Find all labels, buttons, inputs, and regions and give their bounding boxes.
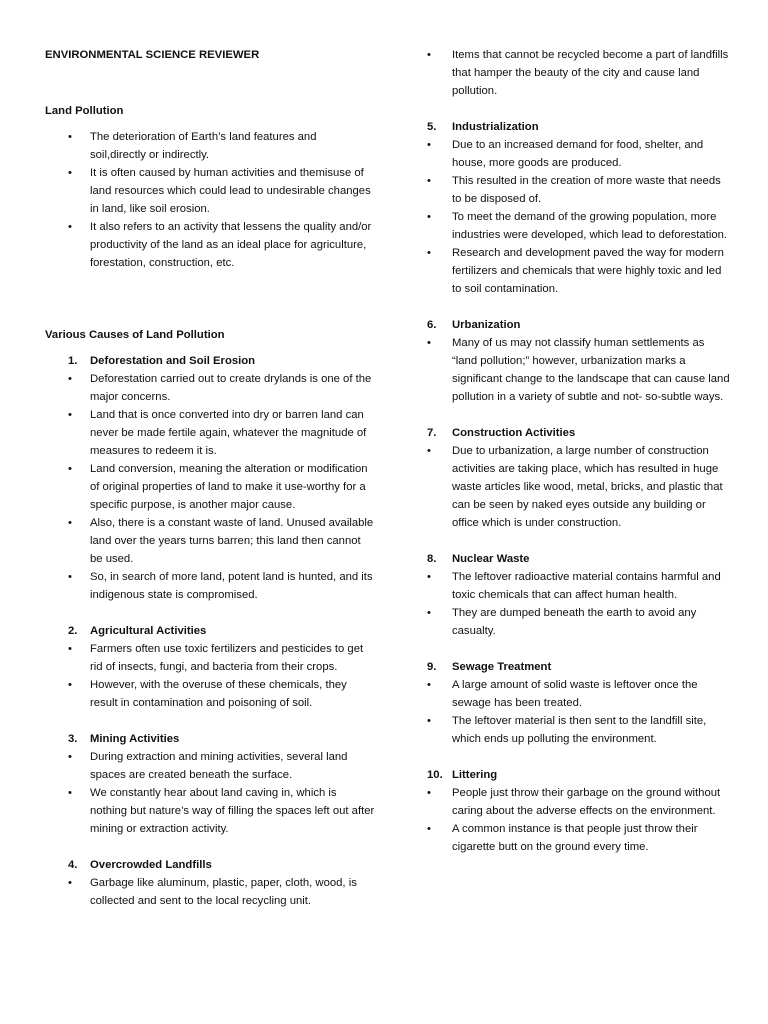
cause-list (425, 136, 730, 298)
cause-list (425, 568, 730, 640)
bullet-icon: • (68, 167, 72, 179)
bullet-icon: • (68, 751, 72, 763)
list-item: • They are dumped beneath the earth to avoid any casualty. (425, 604, 730, 640)
bullet-icon: • (427, 337, 431, 349)
cause-title: 7. Construction Activities (425, 424, 730, 442)
bullet-icon: • (427, 49, 431, 61)
land-pollution-section (45, 102, 375, 272)
bullet-icon: • (427, 139, 431, 151)
cause-item-9 (425, 658, 730, 748)
cause-list (45, 370, 375, 604)
bullet-icon: • (427, 175, 431, 187)
bullet-icon: • (68, 517, 72, 529)
bullet-icon: • (68, 643, 72, 655)
list-item: • Research and development paved the way for modern fertilizers and chemicals that were highly toxic and led to soil contamination. (425, 244, 730, 298)
cause-number: 4. (68, 859, 78, 871)
cause-number: 6. (427, 319, 437, 331)
bullet-icon: • (427, 607, 431, 619)
cause-title: 2. Agricultural Activities (45, 622, 375, 640)
cause-number: 10. (427, 769, 443, 781)
cause-title: 4. Overcrowded Landfills (45, 856, 375, 874)
cause-list (425, 334, 730, 406)
document-title: ENVIRONMENTAL SCIENCE REVIEWER (45, 49, 260, 61)
cause-number: 8. (427, 553, 437, 565)
cause-item-4 (45, 856, 375, 910)
list-item: • Due to an increased demand for food, shelter, and house, more goods are produced. (425, 136, 730, 172)
list-item: • So, in search of more land, potent land is hunted, and its indigenous state is compromised. (45, 568, 375, 604)
list-item: • Many of us may not classify human settlements as “land pollution;” however, urbanization marks a significant change to the landscape that can cause land pollution in a variety of subtle and not- so-subtle ways. (425, 334, 730, 406)
cause-item-5 (425, 118, 730, 298)
cause-list (425, 442, 730, 532)
bullet-icon: • (68, 571, 72, 583)
list-item: • During extraction and mining activities, several land spaces are created beneath the surface. (45, 748, 375, 784)
bullet-icon: • (427, 247, 431, 259)
cause-item-1 (45, 352, 375, 604)
bullet-icon: • (68, 463, 72, 475)
list-item: • The leftover material is then sent to the landfill site, which ends up polluting the environment. (425, 712, 730, 748)
cause-title: 10. Littering (425, 766, 730, 784)
cause-list (425, 676, 730, 748)
list-item: • We constantly hear about land caving in, which is nothing but nature’s way of filling the spaces left out after mining or extraction activity. (45, 784, 375, 838)
cause-number: 1. (68, 355, 78, 367)
list-item: • However, with the overuse of these chemicals, they result in contamination and poisoning of soil. (45, 676, 375, 712)
cause-number: 7. (427, 427, 437, 439)
list-item: • It is often caused by human activities and themisuse of land resources which could lead to undesirable changes in land, like soil erosion. (45, 164, 375, 218)
cause-title: 1. Deforestation and Soil Erosion (45, 352, 375, 370)
cause-number: 3. (68, 733, 78, 745)
cause-list (45, 874, 375, 910)
bullet-icon: • (68, 131, 72, 143)
cause-title: 9. Sewage Treatment (425, 658, 730, 676)
cause-number: 5. (427, 121, 437, 133)
list-item: • A large amount of solid waste is leftover once the sewage has been treated. (425, 676, 730, 712)
list-item: • To meet the demand of the growing population, more industries were developed, which lead to deforestation. (425, 208, 730, 244)
bullet-icon: • (68, 679, 72, 691)
cause-item-3 (45, 730, 375, 838)
left-column (45, 46, 375, 928)
cause-number: 2. (68, 625, 78, 637)
land-pollution-heading: Land Pollution (45, 105, 124, 117)
list-item: • Garbage like aluminum, plastic, paper, cloth, wood, is collected and sent to the local recycling unit. (45, 874, 375, 910)
bullet-icon: • (427, 445, 431, 457)
bullet-icon: • (427, 679, 431, 691)
cause-title: 8. Nuclear Waste (425, 550, 730, 568)
list-item: • Land conversion, meaning the alteration or modification of original properties of land to make it use-worthy for a specific purpose, is another major cause. (45, 460, 375, 514)
continued-list (425, 46, 730, 100)
list-item: • Also, there is a constant waste of land. Unused available land over the years turns barren; this land then cannot be used. (45, 514, 375, 568)
cause-list (45, 748, 375, 838)
bullet-icon: • (68, 877, 72, 889)
bullet-icon: • (68, 787, 72, 799)
causes-section (45, 326, 375, 910)
cause-list (425, 784, 730, 856)
bullet-icon: • (68, 373, 72, 385)
bullet-icon: • (68, 221, 72, 233)
cause-item-2 (45, 622, 375, 712)
land-pollution-list (45, 128, 375, 272)
list-item: • Due to urbanization, a large number of construction activities are taking place, which has resulted in huge waste articles like wood, metal, bricks, and plastic that can be seen by naked eyes outside any building or office which is under construction. (425, 442, 730, 532)
list-item: • The leftover radioactive material contains harmful and toxic chemicals that can affect human health. (425, 568, 730, 604)
bullet-icon: • (427, 787, 431, 799)
bullet-icon: • (68, 409, 72, 421)
bullet-icon: • (427, 571, 431, 583)
list-item: • Farmers often use toxic fertilizers and pesticides to get rid of insects, fungi, and bacteria from their crops. (45, 640, 375, 676)
list-item: • It also refers to an activity that lessens the quality and/or productivity of the land as an ideal place for agriculture, forestation, construction, etc. (45, 218, 375, 272)
cause-number: 9. (427, 661, 437, 673)
causes-heading: Various Causes of Land Pollution (45, 329, 225, 341)
list-item: • People just throw their garbage on the ground without caring about the adverse effects on the environment. (425, 784, 730, 820)
cause-title: 3. Mining Activities (45, 730, 375, 748)
right-column (425, 46, 730, 874)
cause-title: 6. Urbanization (425, 316, 730, 334)
cause-item-7 (425, 424, 730, 532)
list-item: • The deterioration of Earth’s land features and soil,directly or indirectly. (45, 128, 375, 164)
list-item: • Items that cannot be recycled become a part of landfills that hamper the beauty of the city and cause land pollution. (425, 46, 730, 100)
bullet-icon: • (427, 823, 431, 835)
bullet-icon: • (427, 211, 431, 223)
cause-item-8 (425, 550, 730, 640)
bullet-icon: • (427, 715, 431, 727)
cause-list (45, 640, 375, 712)
cause-title: 5. Industrialization (425, 118, 730, 136)
list-item: • Land that is once converted into dry or barren land can never be made fertile again, whatever the magnitude of measures to redeem it is. (45, 406, 375, 460)
list-item: • This resulted in the creation of more waste that needs to be disposed of. (425, 172, 730, 208)
cause-item-6 (425, 316, 730, 406)
list-item: • Deforestation carried out to create drylands is one of the major concerns. (45, 370, 375, 406)
list-item: • A common instance is that people just throw their cigarette butt on the ground every time. (425, 820, 730, 856)
cause-item-10 (425, 766, 730, 856)
